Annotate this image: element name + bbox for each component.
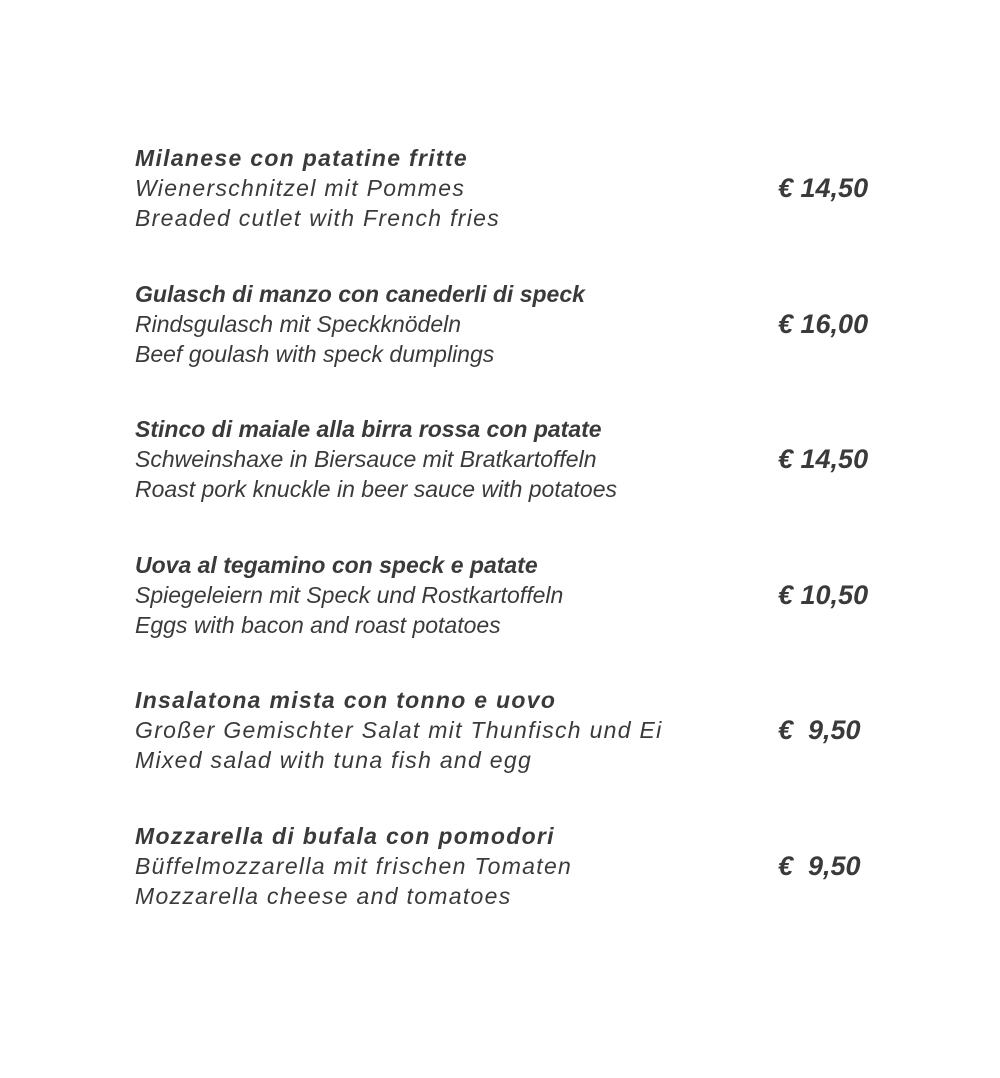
dish-name-italian: Insalatona mista con tonno e uovo [135, 687, 557, 713]
dish-price: € 14,50 [778, 444, 869, 474]
dish-price: € 14,50 [778, 173, 869, 203]
menu-list [135, 143, 895, 956]
dish-name-italian: Stinco di maiale alla birra rossa con patate [135, 416, 602, 442]
dish-name-english: Eggs with bacon and roast potatoes [135, 611, 501, 638]
dish-price: € 9,50 [778, 850, 861, 881]
dish-name-german: Rindsgulasch mit Speckknödeln [135, 310, 462, 337]
dish-price: € 10,50 [778, 579, 869, 610]
menu-item-stinco [135, 414, 895, 550]
dish-name-german: Wienerschnitzel mit Pommes [135, 175, 466, 201]
dish-name-english: Mozzarella cheese and tomatoes [135, 882, 512, 909]
menu-item-mozzarella [135, 821, 895, 957]
dish-price: € 9,50 [778, 715, 861, 745]
menu-item-uova [135, 550, 895, 686]
dish-price: € 16,00 [778, 308, 869, 339]
dish-name-italian: Milanese con patatine fritte [135, 145, 468, 171]
dish-name-german: Spiegeleiern mit Speck und Rostkartoffeln [135, 581, 564, 608]
menu-item-gulasch [135, 279, 895, 415]
dish-name-german: Schweinshaxe in Biersauce mit Bratkartoffeln [135, 446, 597, 472]
dish-name-italian: Mozzarella di bufala con pomodori [135, 822, 555, 849]
dish-name-english: Roast pork knuckle in beer sauce with potatoes [135, 476, 617, 502]
dish-name-german: Großer Gemischter Salat mit Thunfisch und Ei [135, 717, 663, 743]
dish-name-english: Mixed salad with tuna fish and egg [135, 747, 533, 773]
menu-item-milanese [135, 143, 895, 279]
dish-name-german: Büffelmozzarella mit frischen Tomaten [135, 852, 573, 879]
dish-name-english: Beef goulash with speck dumplings [135, 340, 495, 367]
menu-item-insalatona [135, 685, 895, 821]
dish-name-italian: Gulasch di manzo con canederli di speck [135, 280, 585, 307]
dish-name-english: Breaded cutlet with French fries [135, 205, 501, 231]
dish-name-italian: Uova al tegamino con speck e patate [135, 551, 538, 578]
